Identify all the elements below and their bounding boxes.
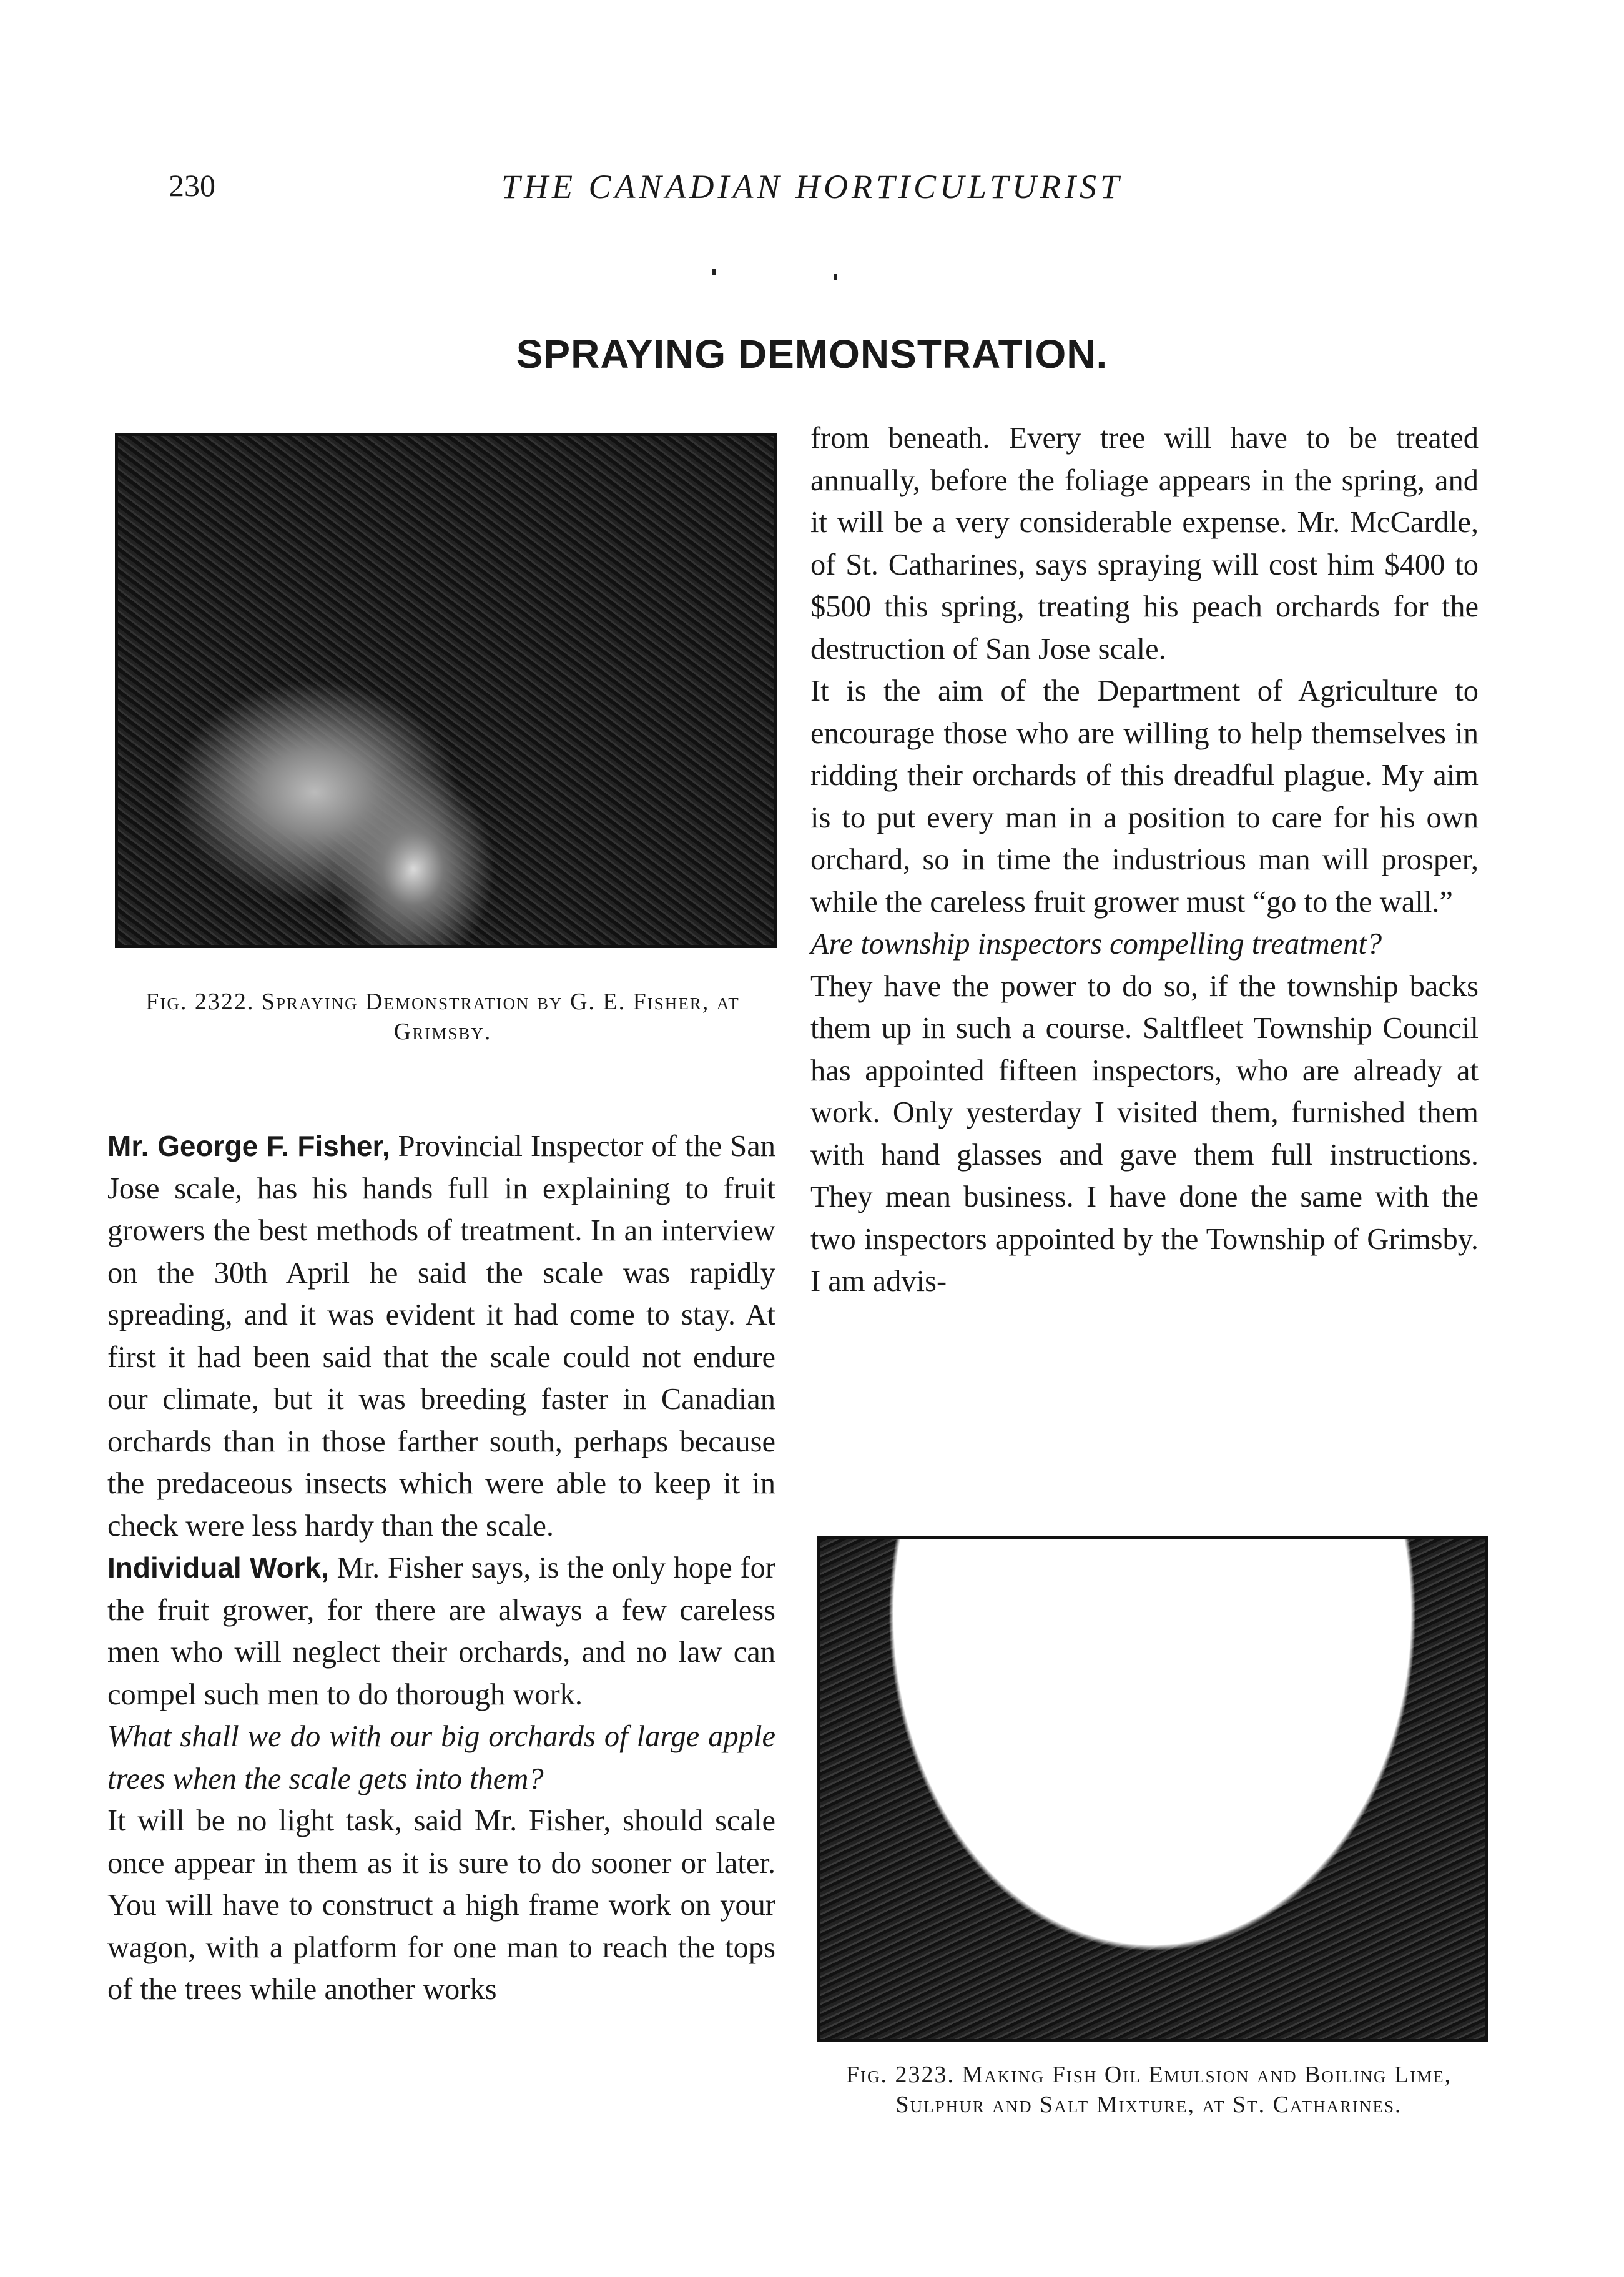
figure-photo-spraying-demonstration: [115, 433, 777, 948]
question: Are township inspectors compelling treatment?: [810, 927, 1382, 961]
paragraph-lead: Mr. George F. Fisher,: [107, 1130, 390, 1162]
paragraph-lead: Individual Work,: [107, 1551, 329, 1584]
ink-speck: [712, 269, 716, 275]
right-column: [810, 417, 1479, 1303]
question: What shall we do with our big orchards of large apple trees when the scale gets into them?: [107, 1720, 775, 1795]
figure-caption: Fig. 2322. Spraying Demonstration by G. E. Fisher, at Grimsby.: [145, 989, 740, 1045]
left-column: [107, 1125, 775, 2011]
paragraph: They have the power to do so, if the township backs them up in such a course. Saltfleet Township Council has appointed fifteen inspectors, who are already at work. Only yesterday I visited them, furnished them with hand glasses and gave them full instructions. They mean business. I have done the same with the two inspectors appointed by the Township of Grimsby. I am advis-: [810, 969, 1479, 1298]
paragraph: It will be no light task, said Mr. Fisher, should scale once appear in them as it is sure to do sooner or later. You will have to construct a high frame work on your wagon, with a platform for one man to reach the tops of the trees while another works: [107, 1804, 775, 2006]
paragraph-text: Mr. Fisher says, is the only hope for the fruit grower, for there are always a few careless men who will neglect their orchards, and no law can compel such men to do thorough work.: [107, 1551, 775, 1711]
paragraph: [107, 1547, 775, 1716]
figure-caption: Fig. 2323. Making Fish Oil Emulsion and Boiling Lime, Sulphur and Salt Mixture, at St. Catharines.: [845, 2062, 1452, 2118]
paragraph: [107, 1125, 775, 1547]
page-number: 230: [169, 168, 215, 203]
paragraph: from beneath. Every tree will have to be treated annually, before the foliage appears in the spring, and it will be a very considerable expense. Mr. McCardle, of St. Catharines, says spraying will cost him $400 to $500 this spring, treating his peach orchards for the destruction of San Jose scale.: [810, 422, 1479, 666]
paragraph-text: Provincial Inspector of the San Jose scale, has his hands full in explaining to fruit growers the best methods of treatment. In an interview on the 30th April he said the scale was rapidly spreading, and it was evident it had come to stay. At first it had been said that the scale could not endure our climate, but it was breeding faster in Canadian orchards than in those farther south, perhaps because the predaceous insects which were able to keep it in check were less hardy than the scale.: [107, 1130, 775, 1543]
paragraph: It is the aim of the Department of Agriculture to encourage those who are willing to help themselves in ridding their orchards of this dreadful plague. My aim is to put every man in a position to care for his own orchard, so in time the industrious man will prosper, while the careless fruit grower must “go to the wall.”: [810, 674, 1479, 919]
running-title: THE CANADIAN HORTICULTURIST: [501, 168, 1123, 205]
ink-speck: [834, 274, 837, 280]
figure-photo-making-emulsion: [817, 1536, 1488, 2042]
article-title: SPRAYING DEMONSTRATION.: [516, 332, 1108, 377]
